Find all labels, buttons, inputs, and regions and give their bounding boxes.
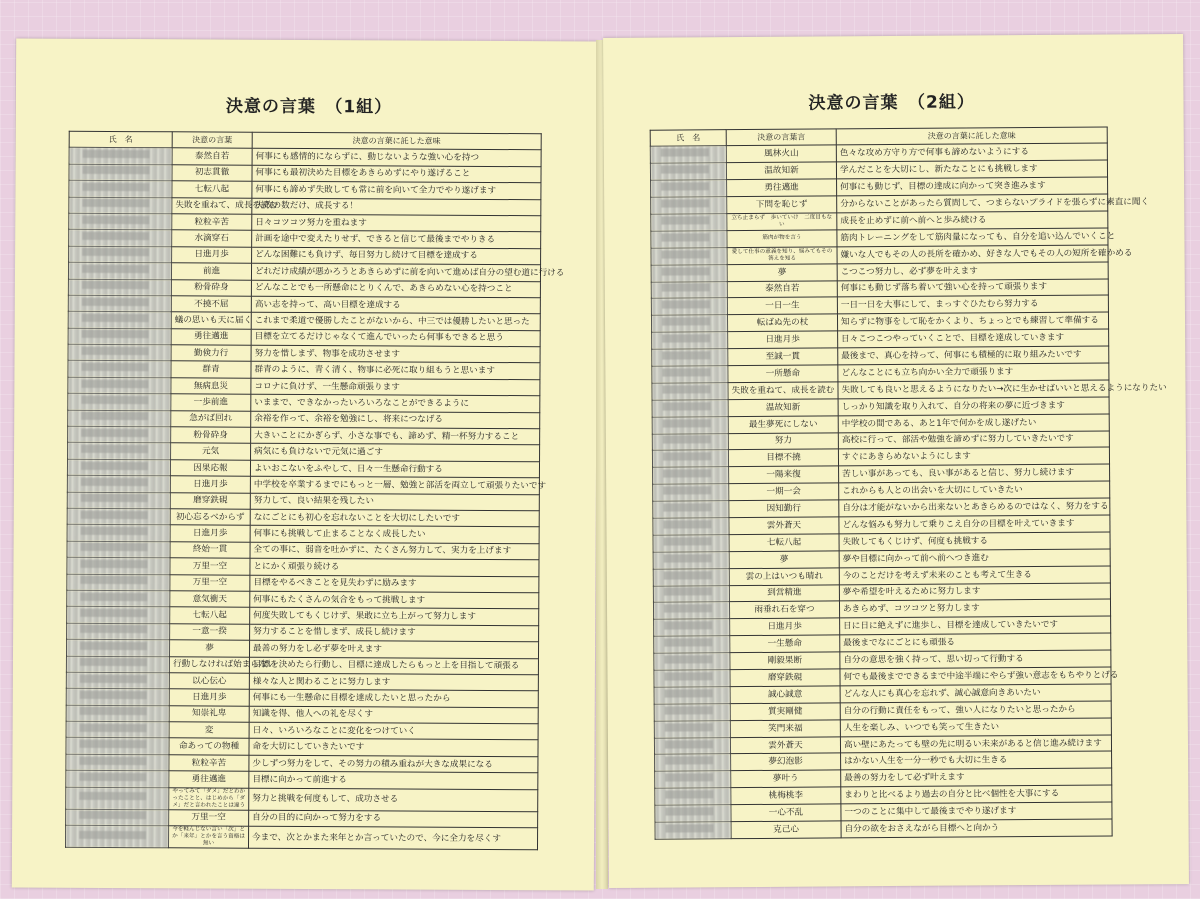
- redacted-name-cell: [650, 146, 726, 163]
- resolution-word-cell: 以心伝心: [169, 673, 249, 690]
- redacted-name-cell: [68, 328, 171, 345]
- resolution-word-cell: 目標不撓: [728, 449, 838, 467]
- resolution-word-cell: 夢: [729, 551, 839, 569]
- resolution-table: [650, 127, 1167, 840]
- meaning-cell: すぐにあきらめないようにします: [838, 447, 1109, 466]
- meaning-cell: どんな困難にも負けず、毎日努力し続けて目標を達成する: [252, 247, 541, 265]
- redacted-name-cell: [655, 805, 731, 822]
- redacted-name-cell: [66, 689, 169, 706]
- resolution-table: [65, 131, 565, 850]
- redacted-name-cell: [654, 670, 730, 687]
- resolution-word-cell: 愛して仕事の意義を知り、悩みてもその答えを知る: [727, 247, 837, 265]
- resolution-word-cell: 至誠一貫: [728, 348, 838, 366]
- resolution-word-cell: 粉骨砕身: [171, 279, 251, 296]
- resolution-word-cell: 日進月歩: [169, 689, 249, 706]
- table-body: [650, 143, 1167, 839]
- meaning-cell: はかない人生を一分一秒でも大切に生きる: [841, 751, 1112, 770]
- meaning-cell: 最善の努力をし必ず夢を叶えます: [249, 640, 538, 658]
- resolution-word-cell: やってみて「ダメ」だとわかったことと、はじめから「ダメ」だと言われたことは違う: [169, 787, 249, 809]
- redacted-name-cell: [68, 361, 171, 378]
- meaning-cell: 何度失敗してもくじけず、果敢に立ち上がって努力します: [250, 608, 539, 626]
- resolution-word-cell: 前進: [171, 263, 251, 280]
- redacted-name-cell: [652, 433, 728, 450]
- meaning-cell: 何事にも動じず、目標の達成に向かって突き進みます: [837, 177, 1108, 196]
- meaning-cell: 一つのことに集中して最後までやり遂げます: [841, 802, 1112, 821]
- meaning-cell: 日に日に絶えずに進歩し、目標を達成していきたいです: [840, 616, 1111, 635]
- resolution-word-cell: 一心不乱: [731, 804, 841, 822]
- resolution-word-cell: 水滴穿石: [172, 230, 252, 247]
- meaning-cell: 日々こつこつやっていくことで、目標を達成していきます: [838, 329, 1109, 348]
- resolution-word-cell: 夢: [727, 264, 837, 282]
- table-row: [66, 787, 538, 811]
- redacted-name-cell: [653, 535, 729, 552]
- header-meaning: 決意の言葉に託した意味: [836, 127, 1107, 145]
- meaning-cell: 筋肉トレーニングをして筋肉量になっても、自分を追い込んでいくこと: [837, 228, 1108, 247]
- redacted-name-cell: [655, 754, 731, 771]
- meaning-cell: とにかく頑張り続ける: [250, 558, 539, 576]
- redacted-name-cell: [67, 623, 170, 640]
- resolution-word-cell: 一所懸命: [728, 365, 838, 383]
- redacted-name-cell: [654, 653, 730, 670]
- resolution-word-cell: 剛毅果断: [730, 652, 840, 670]
- resolution-word-cell: 初心忘るべからず: [170, 509, 250, 526]
- resolution-word-cell: 夢叶う: [731, 770, 841, 788]
- redacted-name-cell: [68, 279, 171, 296]
- resolution-word-cell: 勇往邁進: [727, 179, 837, 197]
- resolution-word-cell: 今を軽んじない言い「次」とか「来年」とかを言う資格は無い: [168, 826, 248, 848]
- resolution-word-cell: 変: [169, 722, 249, 739]
- redacted-name-cell: [651, 197, 727, 214]
- meaning-cell: 高校に行って、部活や勉強を諦めずに努力していきたいです: [838, 431, 1109, 450]
- meaning-cell: 知らずに物事をして恥をかくより、ちょっとでも練習して準備する: [837, 312, 1108, 331]
- resolution-word-cell: 夢幻泡影: [731, 753, 841, 771]
- redacted-name-cell: [67, 541, 170, 558]
- resolution-word-cell: 温故知新: [726, 162, 836, 180]
- resolution-word-cell: 到営精進: [729, 584, 839, 602]
- redacted-name-cell: [66, 672, 169, 689]
- page-title: 決意の言葉 （2組）: [808, 92, 975, 114]
- meaning-cell: 何事にも動じず落ち着いて強い心を持って頑張ります: [837, 279, 1108, 298]
- meaning-cell: 一日一日を大事にして、まっすぐひたむら努力する: [837, 295, 1108, 314]
- meaning-cell: よいおこないをふやして、日々一生懸命行動する: [250, 460, 539, 478]
- meaning-cell: まわりと比べるより過去の自分と比べ個性を大事にする: [841, 785, 1112, 804]
- meaning-cell: 何事にも一生懸命に目標を達成したいと思ったから: [249, 689, 538, 707]
- meaning-cell: どんなことにも立ち向かい全力で頑張ります: [838, 363, 1109, 382]
- redacted-name-cell: [67, 557, 170, 574]
- resolution-word-cell: 克己心: [731, 821, 841, 839]
- header-word: 決意の言葉言: [726, 129, 836, 146]
- redacted-name-cell: [653, 568, 729, 585]
- meaning-cell: 何事にも挑戦して止まることなく成長したい: [250, 526, 539, 544]
- resolution-word-cell: 粉骨砕身: [171, 427, 251, 444]
- page-title: 決意の言葉 （1組）: [225, 96, 393, 118]
- resolution-word-cell: 一陽来復: [729, 466, 839, 484]
- meaning-cell: これからも人との出会いを大切にしていきたい: [839, 481, 1110, 500]
- redacted-name-cell: [69, 246, 172, 263]
- resolution-word-cell: 命あっての物種: [169, 738, 249, 755]
- resolution-word-cell: 磨穿鉄硯: [730, 669, 840, 687]
- resolution-word-cell: 転ばぬ先の杖: [727, 314, 837, 332]
- redacted-name-cell: [69, 180, 172, 197]
- redacted-name-cell: [653, 518, 729, 535]
- redacted-name-cell: [68, 426, 171, 443]
- meaning-cell: 日々コツコツ努力を重ねます: [252, 214, 541, 232]
- resolution-word-cell: 七転八起: [170, 607, 250, 624]
- meaning-cell: 何事にも感情的にならずに、動じないような強い心を持つ: [252, 149, 541, 167]
- meaning-cell: 最後までなにごとにも頑張る: [840, 633, 1111, 652]
- resolution-word-cell: 一生懸命: [730, 635, 840, 653]
- meaning-cell: 最後まで、真心を持って、何事にも積極的に取り組みたいです: [838, 346, 1109, 365]
- meaning-cell: 自分は才能がないから出来ないとあきらめるのではなく、努力をする: [839, 498, 1110, 517]
- redacted-name-cell: [69, 213, 172, 230]
- meaning-cell: 学んだことを大切にし、新たなことにも挑戦します: [836, 160, 1107, 179]
- resolution-word-cell: 七転八起: [172, 181, 252, 198]
- meaning-cell: 余裕を作って、余裕を勉強にし、将来につなげる: [251, 411, 540, 429]
- redacted-name-cell: [651, 281, 727, 298]
- redacted-name-cell: [66, 721, 169, 738]
- resolution-word-cell: 温故知新: [728, 399, 838, 417]
- meaning-cell: 自分の行動に責任をもって、強い人になりたいと思ったから: [840, 701, 1111, 720]
- meaning-cell: コロナに負けず、一生懸命頑張ります: [251, 378, 540, 396]
- resolution-word-cell: 因知勤行: [729, 500, 839, 518]
- meaning-cell: どんな悩みも努力して乗りこえ自分の目標を叶えていきます: [839, 515, 1110, 534]
- resolution-word-cell: 失敗を重ねて、成長を読む: [728, 382, 838, 400]
- resolution-word-cell: 泰然自若: [727, 280, 837, 298]
- resolution-word-cell: 質実剛健: [730, 703, 840, 721]
- resolution-word-cell: 立ち止まらず 歩いていけ 二度目もない: [727, 213, 837, 231]
- meaning-cell: 大きいことにかぎらず、小さな事でも、諦めず、精一杯努力すること: [251, 427, 540, 445]
- redacted-name-cell: [68, 443, 171, 460]
- meaning-cell: 病気にも負けないで元気に過ごす: [251, 444, 540, 462]
- meaning-cell: 中学校を卒業するまでにもっと一層、勉強と部活を両立して頑張りたいです: [250, 476, 539, 494]
- resolution-word-cell: 日進月歩: [170, 525, 250, 542]
- resolution-word-cell: 誠心誠意: [730, 686, 840, 704]
- meaning-cell: あきらめず、コツコツと努力します: [839, 599, 1110, 618]
- resolution-word-cell: 一日一生: [727, 297, 837, 315]
- resolution-word-cell: 七転八起: [729, 534, 839, 552]
- meaning-cell: 様々な人と関わることに努力します: [249, 673, 538, 691]
- meaning-cell: 今のことだけを考えず未来のことも考えて生きる: [839, 566, 1110, 585]
- meaning-cell: どんな人にも真心を忘れず、誠心誠意向きあいたい: [840, 684, 1111, 703]
- meaning-cell: 嫌いな人でもその人の長所を確かめ、好きな人でもその人の短所を確かめる: [837, 245, 1108, 264]
- redacted-name-cell: [655, 771, 731, 788]
- meaning-cell: 人生を楽しみ、いつでも笑って生きたい: [840, 718, 1111, 737]
- resolution-word-cell: 不撓不屈: [171, 296, 251, 313]
- redacted-name-cell: [66, 656, 169, 673]
- meaning-cell: 自分の欲をおさえながら目標へと向かう: [841, 819, 1112, 838]
- resolution-word-cell: 桃梅桃李: [731, 787, 841, 805]
- redacted-name-cell: [654, 687, 730, 704]
- meaning-cell: 目標を立てるだけじゃなくて進んでいったら何事もできると思う: [251, 329, 540, 347]
- meaning-cell: 失敗しても良いと思えるようになりたい→次に生かせばいいと思えるようになりたい: [838, 380, 1109, 399]
- resolution-word-cell: 無病息災: [171, 378, 251, 395]
- meaning-cell: 努力と挑戦を何度もして、成功させる: [249, 788, 538, 812]
- meaning-cell: 失敗してもくじけず、何度も挑戦する: [839, 532, 1110, 551]
- redacted-name-cell: [651, 315, 727, 332]
- meaning-cell: こつこつ努力し、必ず夢を叶えます: [837, 262, 1108, 281]
- meaning-cell: これまで柔道で優勝したことがないから、中三では優勝したいと思った: [251, 313, 540, 331]
- meaning-cell: 少しずつ努力をして、その努力の積み重ねが大きな成果になる: [249, 755, 538, 773]
- meaning-cell: 目標をやるべきことを見失わずに励みます: [250, 575, 539, 593]
- redacted-name-cell: [653, 551, 729, 568]
- redacted-name-cell: [67, 574, 170, 591]
- redacted-name-cell: [651, 231, 727, 248]
- resolution-word-cell: 日進月歩: [172, 247, 252, 264]
- meaning-cell: 計画を途中で変えたりせず、できると信じて最後までやりきる: [252, 231, 541, 249]
- resolution-word-cell: 万里一空: [170, 574, 250, 591]
- redacted-name-cell: [653, 501, 729, 518]
- resolution-word-cell: 笑門来福: [730, 720, 840, 738]
- meaning-cell: 群青のように、青く清く、物事に必死に取り組もうと思います: [251, 362, 540, 380]
- redacted-name-cell: [65, 825, 168, 848]
- redacted-name-cell: [67, 459, 170, 476]
- meaning-cell: 命を大切にしていきたいです: [249, 739, 538, 757]
- redacted-name-cell: [66, 770, 169, 787]
- redacted-name-cell: [68, 410, 171, 427]
- redacted-name-cell: [655, 822, 731, 839]
- redacted-name-cell: [69, 230, 172, 247]
- redacted-name-cell: [66, 705, 169, 722]
- meaning-cell: 夢や目標に向かって前へ前へつき進む: [839, 549, 1110, 568]
- redacted-name-cell: [651, 298, 727, 315]
- redacted-name-cell: [68, 312, 171, 329]
- redacted-name-cell: [651, 247, 727, 264]
- left-page: [12, 38, 598, 890]
- resolution-word-cell: 泰然自若: [172, 148, 252, 165]
- table-row: [655, 819, 1112, 839]
- resolution-word-cell: 急がば回れ: [171, 410, 251, 427]
- resolution-word-cell: 勇往邁進: [171, 328, 251, 345]
- redacted-name-cell: [66, 738, 169, 755]
- meaning-cell: どんなことでも一所懸命にとりくんで、あきらめない心を持つこと: [251, 280, 540, 298]
- resolution-word-cell: 雲の上はいつも晴れ: [729, 568, 839, 586]
- redacted-name-cell: [653, 484, 729, 501]
- redacted-name-cell: [655, 788, 731, 805]
- resolution-word-cell: 粒粒辛苦: [169, 755, 249, 772]
- meaning-cell: 何事にもたくさんの気合をもって挑戦します: [250, 591, 539, 609]
- redacted-name-cell: [69, 197, 172, 214]
- meaning-cell: 知識を得、他人への礼を尽くす: [249, 706, 538, 724]
- table-row: [65, 825, 537, 849]
- meaning-cell: なにごとにも初心を忘れないことを大切にしたいです: [250, 509, 539, 527]
- resolution-word-cell: 万里一空: [170, 558, 250, 575]
- header-word: 決意の言葉: [172, 132, 252, 149]
- header-meaning: 決意の言葉に託した意味: [252, 132, 541, 150]
- redacted-name-cell: [67, 590, 170, 607]
- resolution-word-cell: 初志貫徹: [172, 165, 252, 182]
- resolution-word-cell: 行動しなければ始まらない: [169, 656, 249, 673]
- redacted-name-cell: [67, 508, 170, 525]
- meaning-cell: 目標に向かって前進する: [249, 771, 538, 789]
- redacted-name-cell: [654, 619, 730, 636]
- meaning-cell: 夢や希望を叶えるために努力します: [839, 583, 1110, 602]
- meaning-cell: 全ての事に、弱音を吐かずに、たくさん努力して、実力を上げます: [250, 542, 539, 560]
- meaning-cell: 努力することを惜しまず、成長し続けます: [250, 624, 539, 642]
- resolution-word-cell: 磨穿鉄硯: [170, 492, 250, 509]
- meaning-cell: 成長を止めずに前へ前へと歩み続ける: [837, 211, 1108, 230]
- meaning-cell: 努力して、良い結果を残したい: [250, 493, 539, 511]
- meaning-cell: 苦しい事があっても、良い事があると信じ、努力し続けます: [839, 464, 1110, 483]
- redacted-name-cell: [69, 164, 172, 181]
- meaning-cell: 目標を決めたら行動し、目標に達成したらもっと上を目指して頑張る: [249, 657, 538, 675]
- redacted-name-cell: [68, 262, 171, 279]
- redacted-name-cell: [653, 467, 729, 484]
- redacted-name-cell: [67, 475, 170, 492]
- resolution-word-cell: 雲外蒼天: [730, 736, 840, 754]
- meaning-cell: 何事にも諦めず失敗しても常に前を向いて全力でやり遂げます: [252, 181, 541, 199]
- resolution-word-cell: 失敗を重ねて、成長を読む: [172, 197, 252, 214]
- meaning-cell: 中学校の間である、あと1年で何かを成し遂げたい: [838, 414, 1109, 433]
- resolution-word-cell: 終始一貫: [170, 542, 250, 559]
- header-name: 氏 名: [69, 131, 172, 148]
- meaning-cell: 失敗の数だけ、成長する！: [252, 198, 541, 216]
- redacted-name-cell: [68, 295, 171, 312]
- redacted-name-cell: [652, 366, 728, 383]
- resolution-word-cell: 元気: [171, 443, 251, 460]
- meaning-cell: 今まで、次とかまた来年とか言っていたので、今に全力を尽くす: [248, 826, 537, 850]
- redacted-name-cell: [651, 180, 727, 197]
- meaning-cell: 高い壁にあたっても壁の先に明るい未来があると信じ進み続けます: [840, 735, 1111, 754]
- meaning-cell: どれだけ成績が悪かろうとあきらめずに前を向いて進めば自分の望む道に行ける: [251, 263, 540, 281]
- redacted-name-cell: [67, 492, 170, 509]
- resolution-word-cell: 努力: [728, 432, 838, 450]
- resolution-word-cell: 夢: [169, 640, 249, 657]
- redacted-name-cell: [67, 607, 170, 624]
- redacted-name-cell: [66, 787, 169, 810]
- header-name: 氏 名: [650, 130, 726, 147]
- meaning-cell: 最善の努力をして必ず叶えます: [841, 768, 1112, 787]
- resolution-word-cell: 日進月歩: [728, 331, 838, 349]
- resolution-word-cell: 勇往邁進: [169, 771, 249, 788]
- meaning-cell: 何でも最後までできるまで中途半端にやらず強い意志をもちやりとげる: [840, 667, 1111, 686]
- resolution-word-cell: 知崇礼卑: [169, 705, 249, 722]
- resolution-word-cell: 蟻の思いも天に届く: [171, 312, 251, 329]
- meaning-cell: 高い志を持って、高い目標を達成する: [251, 296, 540, 314]
- redacted-name-cell: [651, 214, 727, 231]
- resolution-word-cell: 万里一空: [169, 809, 249, 826]
- resolution-word-cell: 一期一会: [729, 483, 839, 501]
- meaning-cell: 日々、いろいろなことに変化をつけていく: [249, 722, 538, 740]
- resolution-word-cell: 一意一揆: [170, 624, 250, 641]
- resolution-word-cell: 群青: [171, 361, 251, 378]
- redacted-name-cell: [66, 639, 169, 656]
- redacted-name-cell: [654, 703, 730, 720]
- resolution-word-cell: 日進月歩: [730, 618, 840, 636]
- redacted-name-cell: [652, 399, 728, 416]
- redacted-name-cell: [68, 344, 171, 361]
- redacted-name-cell: [66, 809, 169, 826]
- redacted-name-cell: [68, 377, 171, 394]
- meaning-cell: 自分の目的に向かって努力をする: [249, 810, 538, 828]
- redacted-name-cell: [654, 720, 730, 737]
- resolution-word-cell: 雨垂れ石を穿つ: [729, 601, 839, 619]
- meaning-cell: 努力を惜しまず、物事を成功させます: [251, 345, 540, 363]
- meaning-cell: 色々な攻め方守り方で何事も諦めないようにする: [836, 143, 1107, 162]
- redacted-name-cell: [652, 332, 728, 349]
- redacted-name-cell: [653, 585, 729, 602]
- redacted-name-cell: [653, 602, 729, 619]
- meaning-cell: 分からないことがあったら質問して、つまらないプライドを張らずに素直に聞く: [837, 194, 1108, 213]
- redacted-name-cell: [654, 636, 730, 653]
- redacted-name-cell: [66, 754, 169, 771]
- resolution-word-cell: 意気衝天: [170, 591, 250, 608]
- table-body: [65, 148, 565, 850]
- redacted-name-cell: [652, 416, 728, 433]
- meaning-cell: しっかり知識を取り入れて、自分の将来の夢に近づきます: [838, 397, 1109, 416]
- redacted-name-cell: [654, 737, 730, 754]
- resolution-word-cell: 粒粒辛苦: [172, 214, 252, 231]
- redacted-name-cell: [652, 450, 728, 467]
- resolution-word-cell: 一歩前進: [171, 394, 251, 411]
- resolution-word-cell: 下問を恥じず: [727, 196, 837, 214]
- redacted-name-cell: [652, 383, 728, 400]
- resolution-word-cell: 因果応報: [170, 460, 250, 477]
- resolution-word-cell: 最生夢死にしない: [728, 416, 838, 434]
- redacted-name-cell: [651, 264, 727, 281]
- redacted-name-cell: [652, 349, 728, 366]
- resolution-word-cell: 日進月歩: [170, 476, 250, 493]
- resolution-word-cell: 筋肉が物を言う: [727, 230, 837, 248]
- redacted-name-cell: [67, 525, 170, 542]
- resolution-word-cell: 雲外蒼天: [729, 517, 839, 535]
- meaning-cell: いままで、できなかったいろいろなことができるように: [251, 394, 540, 412]
- meaning-cell: 何事にも最初決めた目標をあきらめずにやり遂げること: [252, 165, 541, 183]
- redacted-name-cell: [68, 394, 171, 411]
- redacted-name-cell: [650, 163, 726, 180]
- meaning-cell: 自分の意思を強く持って、思い切って行動する: [840, 650, 1111, 669]
- resolution-word-cell: 勤倹力行: [171, 345, 251, 362]
- right-page: [603, 34, 1189, 888]
- redacted-name-cell: [69, 148, 172, 165]
- resolution-word-cell: 風林火山: [726, 145, 836, 163]
